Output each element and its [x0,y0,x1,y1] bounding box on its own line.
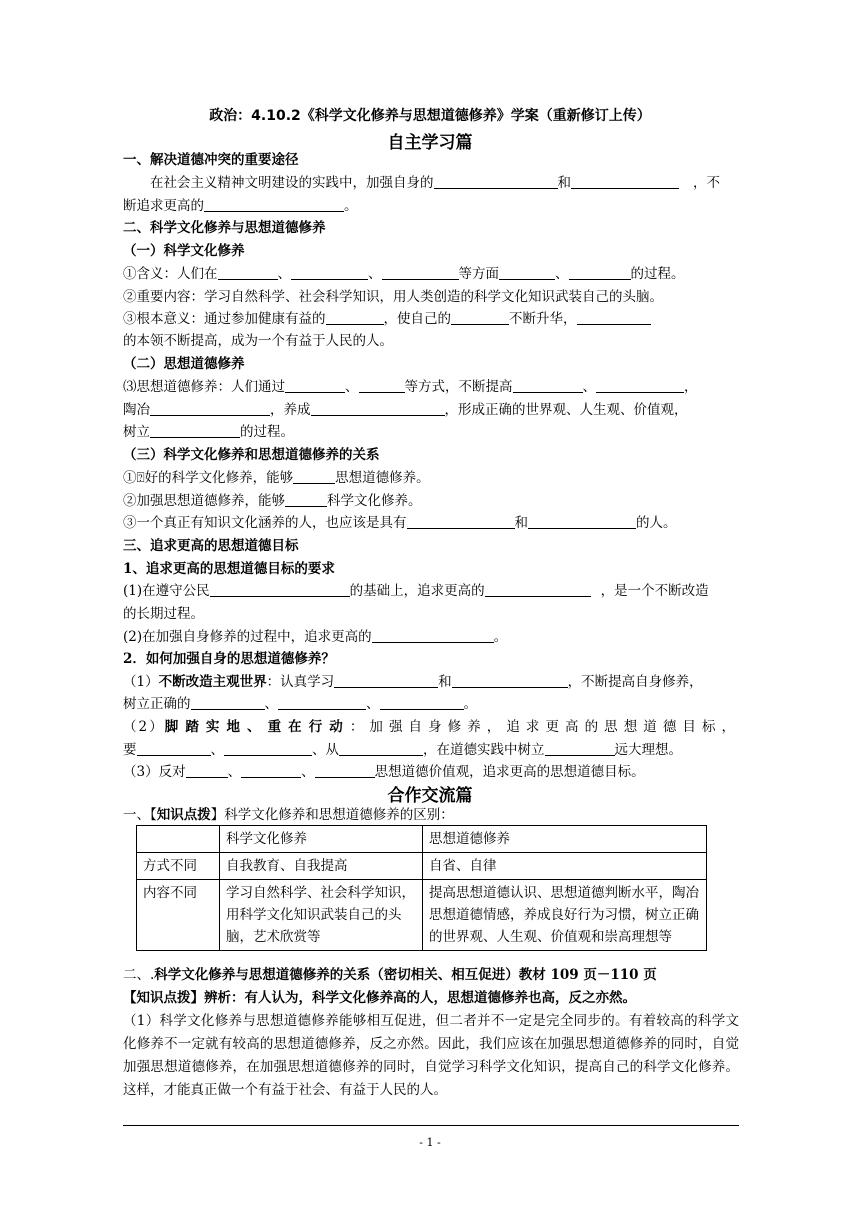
subsection-heading-3-1: 1、追求更高的思想道德目标的要求 [123,561,335,577]
text: 不断改造主观世界 [158,674,267,690]
text: 、从 [312,742,339,758]
text: ，是一个不断改造 [600,583,709,599]
text: ③根本意义：通过参加健康有益的 [123,311,326,327]
moral-definition-line1 [123,376,739,399]
text: 和 [514,515,528,531]
text: ①含义：人们在 [123,266,218,282]
text: 脚踏实地、重在行动 [164,719,350,735]
fill-blank[interactable] [293,469,335,484]
text: (1)在遵守公民 [123,583,210,599]
table-cell: 学习自然科学、社会科学知识，用科学文化知识武装自己的头脑，艺术欣赏等 [220,880,423,951]
requirement-line1 [123,580,739,603]
fill-blank[interactable] [224,741,312,756]
fill-blank[interactable] [186,763,228,778]
requirement-line2: 的长期过程。 [123,606,204,622]
subsection-heading-2-2: （二）思想道德修养 [123,356,245,372]
text: 、 [227,764,242,780]
fill-blank[interactable] [452,673,568,688]
text: 等方式，不断提高 [404,379,513,395]
text: ，形成正确的世界观、人生观、价值观， [444,402,688,418]
significance-line [123,308,739,331]
table-row [137,826,707,853]
fill-blank[interactable] [150,423,240,438]
text: 、 [210,742,224,758]
text: ②加强思想道德修养，能够 [123,493,285,509]
text: 等方面 [458,266,499,282]
text: 和 [438,674,452,690]
footer-divider [123,1125,739,1126]
fill-blank[interactable] [210,582,350,597]
fill-blank[interactable] [596,378,684,393]
text: （1） [123,674,159,690]
text: 、 [277,266,291,282]
fill-blank[interactable] [513,378,583,393]
method-line4 [123,739,739,762]
relation-line1 [123,467,739,490]
text: 二、. [123,967,155,983]
table-cell [137,826,220,853]
fill-blank[interactable] [204,197,344,212]
moral-definition-line2 [123,399,739,422]
text: 的人。 [636,515,677,531]
section1-paragraph-line2 [123,195,739,218]
text: 、 [301,764,315,780]
text: 的基础上，追求更高的 [349,583,485,599]
text: 科学文化修养。 [327,493,422,509]
text: 的过程。 [240,424,294,440]
text: 不断升华， [509,311,577,327]
fill-blank[interactable] [150,401,270,416]
text: ：认真学习 [266,674,335,690]
text: 一、【 [123,807,157,823]
table-row [137,853,707,880]
text: 知识点拨 [156,807,211,823]
text: 思想道德价值观，追求更高的思想道德目标。 [374,764,645,780]
table-header: 思想道德修养 [423,826,707,853]
text: ，在道德实践中树立 [423,742,545,758]
fill-blank[interactable] [311,401,445,416]
requirement-line3 [123,626,739,649]
table-cell: 自我教育、自我提高 [220,853,423,880]
method-line1 [123,671,739,694]
section-heading-3: 三、追求更高的思想道德目标 [123,538,299,554]
fill-blank[interactable] [571,174,679,189]
table-row-label: 方式不同 [137,853,220,880]
fill-blank[interactable] [241,763,301,778]
subsection-heading-3-2: 2．如何加强自身的思想道德修养？ [123,651,335,667]
fill-blank[interactable] [285,492,327,507]
fill-blank[interactable] [218,265,278,280]
section-heading-2: 二、科学文化修养与思想道德修养 [123,220,326,236]
relation-line3 [123,512,739,535]
fill-blank[interactable] [339,741,423,756]
text: 、 [366,696,380,712]
text: ，不断提高自身修养， [567,674,703,690]
document-title: 政治：4.10.2《科学文化修养与思想道德修养》学案（重新修订上传） [209,108,651,124]
text: 的过程。 [630,266,685,282]
meaning-line [123,263,739,286]
fill-blank[interactable] [359,378,405,393]
text: 思想道德修养。 [335,470,430,486]
knowledge-tip-line [123,804,739,827]
text: 】科学文化修养和思想道德修养的区别： [210,807,454,823]
table-cell: 自省、自律 [423,853,707,880]
fill-blank[interactable] [499,265,555,280]
text: ，使自己的 [383,311,451,327]
section1-paragraph-line1 [123,172,739,195]
method-line3 [123,716,739,739]
text: ⑶思想道德修养：人们通过 [123,379,285,395]
fill-blank[interactable] [278,695,366,710]
text: 、 [555,266,569,282]
moral-definition-line3 [123,421,739,444]
text: 在社会主义精神文明建设的实践中，加强自身的 [150,175,434,191]
text: ，不 [693,175,720,191]
fill-blank[interactable] [382,265,459,280]
fill-blank[interactable] [291,265,368,280]
text: （2） [123,719,165,735]
comparison-table [136,825,707,951]
text: 、 [345,379,359,395]
text: ， [684,379,698,395]
method-line2 [123,693,739,716]
analysis-paragraph: （1）科学文化修养与思想道德修养能够相互促进，但二者并不一定是完全同步的。有着较高的科学文化修养不一定就有较高的思想道德修养，反之亦然。因此，我们应该在加强思想道德修养的同时，自觉加强思想道德修养，在加强思想道德修养的同时，自觉学习科学文化知识，提高自己的科学文化修养。这样，才能真正做一个有益于社会、有益于人民的人。 [123,1013,739,1098]
table-row-label: 内容不同 [137,880,220,951]
fill-blank[interactable] [137,741,211,756]
fill-blank[interactable] [334,673,438,688]
text: 、 [264,696,278,712]
text: 树立 [123,424,150,440]
fill-blank[interactable] [407,514,515,529]
relation-line2 [123,490,739,513]
text: ，养成 [270,402,311,418]
text: 。 [344,198,358,214]
subsection-heading-2-1: （一）科学文化修养 [123,243,245,259]
subsection-heading-2-3: （三）科学文化修养和思想道德修养的关系 [123,447,380,463]
fill-blank[interactable] [528,514,636,529]
knowledge-tip-analysis: 【知识点拨】辨析：有人认为，科学文化修养高的人，思想道德修养也高，反之亦然。 [123,990,636,1006]
table-row [137,880,707,951]
text: 远大理想。 [614,742,682,758]
fill-blank[interactable] [577,310,651,325]
text: 要 [123,742,137,758]
fill-blank[interactable] [315,763,375,778]
part-heading-self-study: 自主学习篇 [387,133,473,153]
text: ①⍰好的科学文化修养，能够 [123,470,294,486]
table-header: 科学文化修养 [220,826,423,853]
part-heading-cooperation: 合作交流篇 [387,786,473,806]
text: 树立正确的 [123,696,191,712]
text: ③一个真正有知识文化涵养的人，也应该是具有 [123,515,407,531]
text: 科学文化修养与思想道德修养的关系（密切相关、相互促进）教材 109 页－110 页 [154,967,657,983]
fill-blank[interactable] [285,378,345,393]
fill-blank[interactable] [569,265,631,280]
fill-blank[interactable] [545,741,615,756]
text: ：加强自身修养，追求更高的思想道德目标， [349,719,740,735]
content-line: ②重要内容：学习自然科学、社会科学知识，用人类创造的科学文化知识武装自己的头脑。 [123,289,663,305]
relation-heading [123,964,739,987]
text: 陶冶 [123,402,150,418]
text: 。 [493,629,508,645]
fill-blank[interactable] [191,695,265,710]
fill-blank[interactable] [372,628,494,643]
page-number: - 1 - [419,1136,441,1149]
text: 、 [582,379,596,395]
fill-blank[interactable] [451,310,509,325]
fill-blank[interactable] [326,310,384,325]
table-cell: 提高思想道德认识、思想道德判断水平，陶冶思想道德情感，养成良好行为习惯，树立正确的世界观、人生观、价值观和崇高理想等 [423,880,707,951]
text: 断追求更高的 [123,198,204,214]
text: （3）反对 [123,764,186,780]
fill-blank[interactable] [434,174,558,189]
text: 。 [463,696,477,712]
fill-blank[interactable] [380,695,464,710]
text: (2)在加强自身修养的过程中，追求更高的 [123,629,372,645]
section-heading-1: 一、解决道德冲突的重要途径 [123,152,299,168]
fill-blank[interactable] [485,582,591,597]
text: 、 [368,266,382,282]
significance-line2: 的本领不断提高，成为一个有益于人民的人。 [123,333,393,349]
text: 和 [557,175,571,191]
